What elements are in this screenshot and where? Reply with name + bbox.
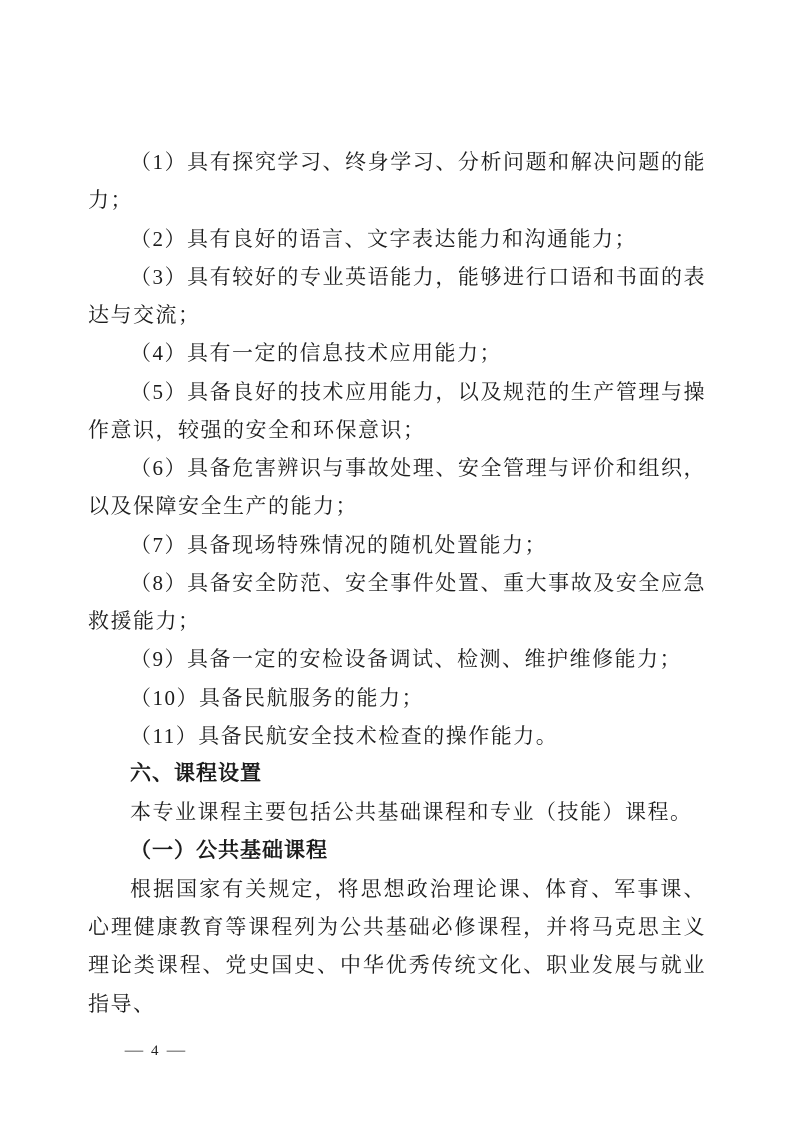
section-heading: 六、课程设置 <box>130 762 262 785</box>
body-paragraph: （7）具备现场特殊情况的随机处置能力； <box>130 532 547 557</box>
body-paragraph: （3）具有较好的专业英语能力，能够进行口语和书面的表达与交流； <box>88 264 706 327</box>
body-paragraph: （5）具备良好的技术应用能力，以及规范的生产管理与操作意识，较强的安全和环保意识； <box>88 379 706 442</box>
footer-right-dash: — <box>166 1042 185 1059</box>
body-paragraph: 根据国家有关规定，将思想政治理论课、体育、军事课、心理健康教育等课程列为公共基础必修课程，并将马克思主义理论类课程、党史国史、中华优秀传统文化、职业发展与就业指导、 <box>88 876 706 1016</box>
body-paragraph: （6）具备危害辨识与事故处理、安全管理与评价和组织，以及保障安全生产的能力； <box>88 456 706 519</box>
page-footer <box>126 1041 184 1061</box>
body-paragraph: （10）具备民航服务的能力； <box>130 685 424 710</box>
footer-left-dash: — <box>124 1042 144 1059</box>
body-paragraph: （2）具有良好的语言、文字表达能力和沟通能力； <box>130 226 637 251</box>
body-paragraph: （11）具备民航安全技术检查的操作能力。 <box>130 723 559 748</box>
page-number: 4 <box>151 1043 159 1059</box>
body-paragraph: （8）具备安全防范、安全事件处置、重大事故及安全应急救援能力； <box>88 570 706 633</box>
body-paragraph: （9）具备一定的安检设备调试、检测、维护维修能力； <box>130 647 682 672</box>
body-paragraph: 本专业课程主要包括公共基础课程和专业（技能）课程。 <box>130 800 693 825</box>
body-paragraph: （4）具有一定的信息技术应用能力； <box>130 341 502 366</box>
section-heading: （一）公共基础课程 <box>130 838 328 862</box>
body-paragraph: （1）具有探究学习、终身学习、分析问题和解决问题的能力； <box>88 150 706 213</box>
document-body <box>88 143 706 1023</box>
